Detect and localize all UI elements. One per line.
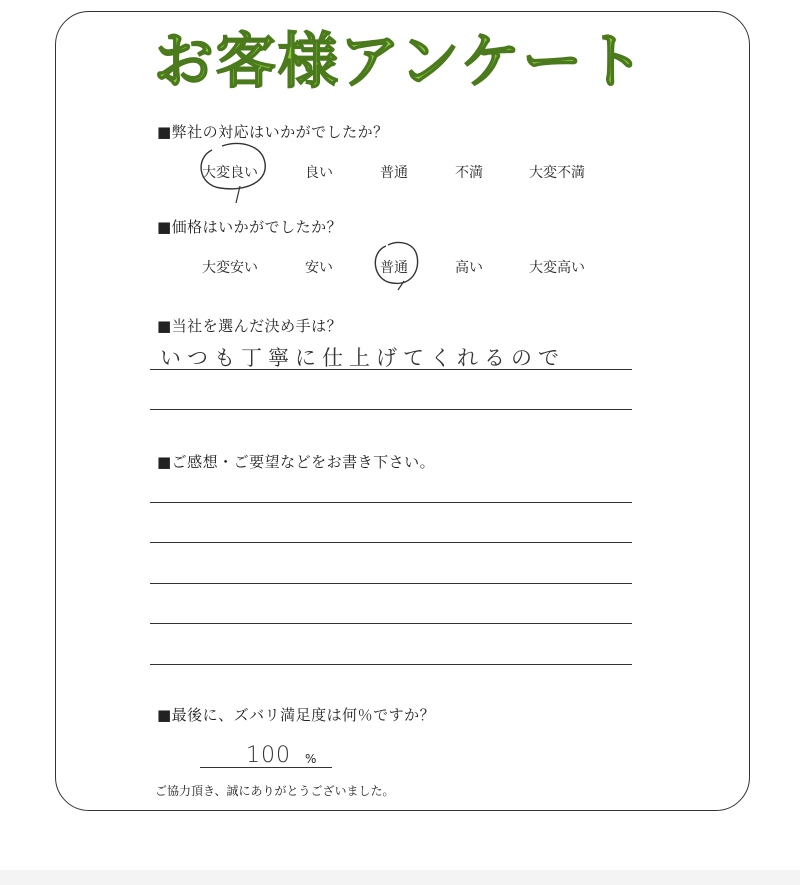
- survey-title: お客様アンケート: [153, 27, 647, 97]
- option-price-cheap[interactable]: 安い: [305, 260, 333, 276]
- question-price: ■価格はいかがでしたか？: [157, 218, 343, 236]
- selection-circle-price: [375, 243, 417, 284]
- option-price-average[interactable]: 普通: [380, 260, 408, 276]
- selection-circle-service: [201, 144, 265, 189]
- question-satisfaction: ■最後に、ズバリ満足度は何％ですか？: [157, 706, 436, 724]
- percent-unit: %: [305, 752, 317, 766]
- option-service-very-good[interactable]: 大変良い: [202, 165, 258, 181]
- satisfaction-answer-handwritten: 100: [246, 743, 291, 768]
- option-service-dissatisfied[interactable]: 不満: [455, 165, 483, 181]
- option-price-expensive[interactable]: 高い: [455, 260, 483, 276]
- option-price-very-expensive[interactable]: 大変高い: [529, 260, 585, 276]
- question-service: ■弊社の対応はいかがでしたか？: [157, 123, 389, 141]
- selection-circle-price-tail: [398, 281, 404, 290]
- thank-you-note: ご協力頂き、誠にありがとうございました。: [155, 784, 395, 798]
- option-service-very-dissatisfied[interactable]: 大変不満: [529, 165, 585, 181]
- scan-edge: [0, 870, 800, 885]
- question-reason: ■当社を選んだ決め手は？: [157, 317, 343, 335]
- option-price-very-cheap[interactable]: 大変安い: [202, 260, 258, 276]
- reason-answer-handwritten: いつも丁寧に仕上げてくれるので: [160, 346, 565, 370]
- option-service-good[interactable]: 良い: [305, 165, 333, 181]
- question-comments: ■ご感想・ご要望などをお書き下さい。: [157, 453, 436, 471]
- option-service-average[interactable]: 普通: [380, 165, 408, 181]
